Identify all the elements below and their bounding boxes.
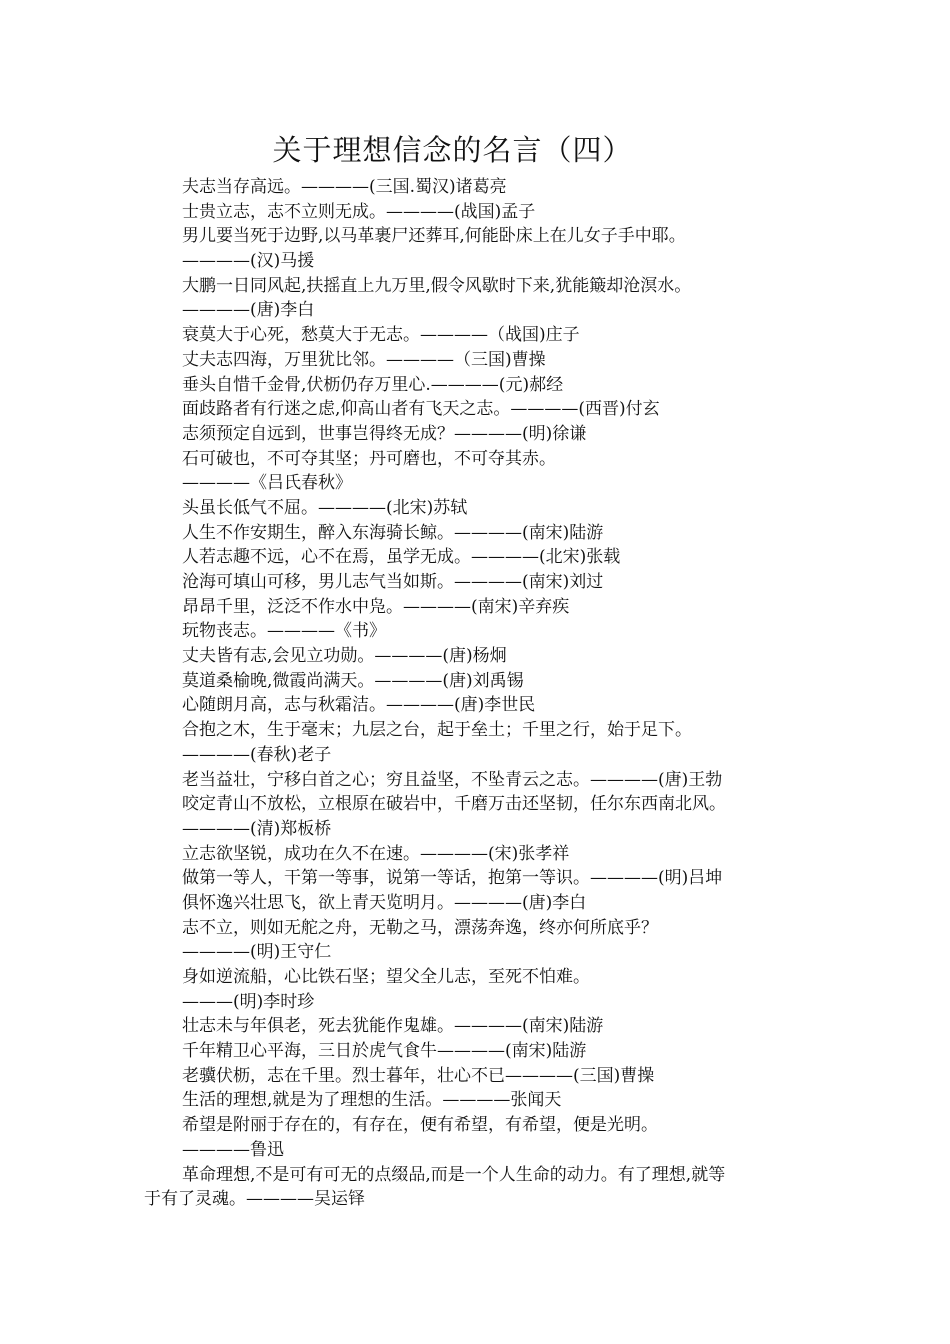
quote-line: 老当益壮，宁移白首之心；穷且益坚，不坠青云之志。————(唐)王勃: [182, 769, 723, 790]
quote-line: 沧海可填山可移，男儿志气当如斯。————(南宋)刘过: [182, 572, 604, 592]
quote-line: 做第一等人，干第一等事，说第一等话，抱第一等识。————(明)吕坤: [182, 868, 723, 889]
quote-line: 士贵立志，志不立则无成。————(战国)孟子: [182, 201, 536, 222]
quote-line: ————(春秋)老子: [182, 744, 332, 765]
quote-line: 垂头自惜千金骨,伏枥仍存万里心.————(元)郝经: [182, 374, 564, 395]
quote-line: ———(明)李时珍: [182, 991, 315, 1012]
quote-line: 革命理想,不是可有可无的点缀品,而是一个人生命的动力。有了理想,就等: [182, 1164, 726, 1185]
quote-line: 合抱之木，生于毫末；九层之台，起于垒土；千里之行，始于足下。: [182, 720, 692, 741]
page-title: 关于理想信念的名言（四）: [272, 133, 633, 167]
quote-line: 希望是附丽于存在的，有存在，便有希望，有希望，便是光明。: [182, 1115, 658, 1136]
quote-line: 千年精卫心平海，三日於虎气食牛————(南宋)陆游: [182, 1041, 587, 1062]
quote-line: ————鲁迅: [182, 1139, 284, 1160]
quote-line: ————(清)郑板桥: [182, 818, 332, 839]
quote-line: 莫道桑榆晚,微霞尚满天。————(唐)刘禹锡: [182, 670, 524, 691]
quote-line: 玩物丧志。————《书》: [182, 621, 386, 642]
quote-line: 心随朗月高，志与秋霜洁。————(唐)李世民: [182, 695, 536, 716]
quote-line: 志不立，则如无舵之舟，无勒之马，漂荡奔逸，终亦何所底乎？: [182, 917, 658, 938]
quote-line: 俱怀逸兴壮思飞，欲上青天览明月。————(唐)李白: [182, 892, 587, 913]
quote-line: 壮志未与年俱老，死去犹能作鬼雄。————(南宋)陆游: [182, 1016, 604, 1037]
quote-line: 于有了灵魂。————吴运铎: [144, 1189, 365, 1210]
quote-line: 夫志当存高远。————(三国.蜀汉)诸葛亮: [182, 177, 507, 197]
quote-line: 大鹏一日同风起,扶摇直上九万里,假令风歇时下来,犹能簸却沧溟水。: [182, 275, 692, 296]
quote-line: 男儿要当死于边野,以马革裹尸还葬耳,何能卧床上在儿女子手中耶。: [182, 226, 686, 247]
quote-line: 丈夫皆有志,会见立功勋。————(唐)杨炯: [182, 646, 507, 667]
quote-line: 人生不作安期生，醉入东海骑长鲸。————(南宋)陆游: [182, 522, 604, 543]
quote-line: 咬定青山不放松，立根原在破岩中，千磨万击还坚韧，任尔东西南北风。: [182, 794, 726, 815]
quote-line: ————(唐)李白: [182, 300, 315, 321]
quote-line: 立志欲坚锐，成功在久不在速。————(宋)张孝祥: [182, 843, 570, 864]
quote-line: 丈夫志四海，万里犹比邻。————（三国)曹操: [182, 349, 546, 370]
quote-line: 面歧路者有行迷之虑,仰高山者有飞天之志。————(西晋)付玄: [182, 399, 660, 420]
quote-line: 头虽长低气不屈。————(北宋)苏轼: [182, 497, 468, 518]
quote-line: 生活的理想,就是为了理想的生活。————张闻天: [182, 1090, 562, 1111]
quote-line: ————《吕氏春秋》: [182, 473, 352, 494]
quote-list: [0, 175, 950, 1212]
quote-line: 衰莫大于心死，愁莫大于无志。————（战国)庄子: [182, 325, 580, 346]
quote-line: 昂昂千里，泛泛不作水中凫。————(南宋)辛弃疾: [182, 596, 570, 617]
quote-line: 身如逆流船，心比铁石坚；望父全儿志，至死不怕难。: [182, 967, 590, 987]
quote-line: ————(汉)马援: [182, 251, 315, 272]
quote-line: 人若志趣不远，心不在焉，虽学无成。————(北宋)张载: [182, 547, 621, 568]
quote-line: 石可破也，不可夺其坚；丹可磨也，不可夺其赤。: [182, 448, 556, 469]
quote-line: 老骥伏枥，志在千里。烈士暮年，壮心不已————(三国)曹操: [182, 1065, 655, 1086]
quote-line: ————(明)王守仁: [182, 942, 332, 963]
quote-line: 志须预定自远到，世事岂得终无成？————(明)徐谦: [182, 423, 587, 444]
